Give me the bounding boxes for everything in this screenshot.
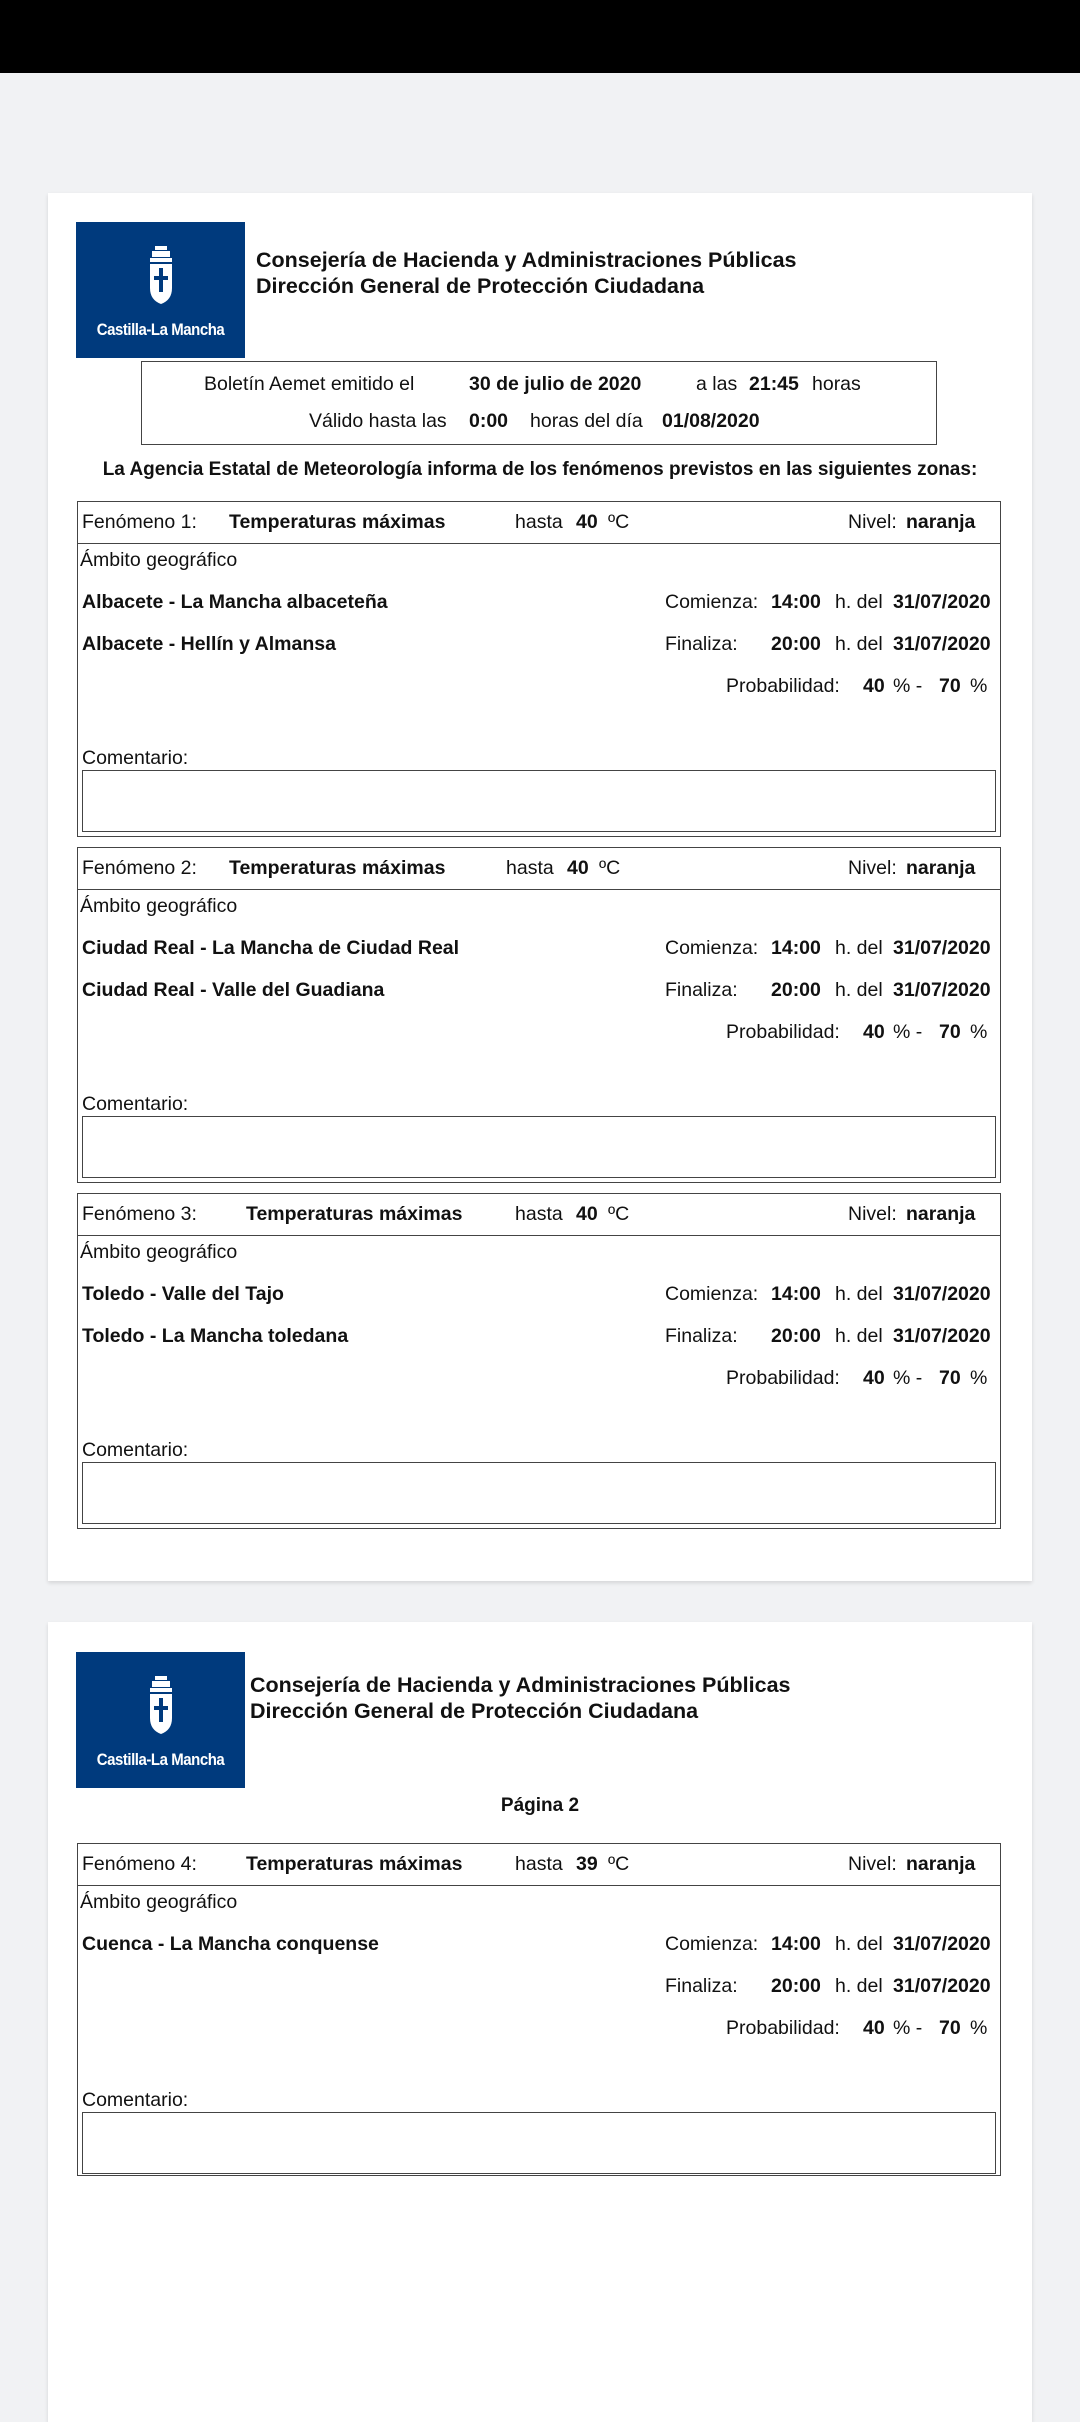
finaliza-hora: 20:00: [771, 633, 821, 655]
pct-label: %: [970, 1021, 988, 1043]
h-del-label: h. del: [835, 1933, 883, 1955]
pct-sep: % -: [893, 2017, 923, 2039]
fenomeno-valor: 40: [576, 511, 598, 533]
finaliza-label: Finaliza:: [665, 1325, 738, 1347]
ambito-label: Ámbito geográfico: [80, 1891, 238, 1913]
pct-sep: % -: [893, 1367, 923, 1389]
comienza-label: Comienza:: [665, 1933, 759, 1955]
zona-1: Ciudad Real - La Mancha de Ciudad Real: [82, 937, 460, 959]
nivel-value: naranja: [906, 857, 976, 879]
comentario-label: Comentario:: [82, 1093, 189, 1115]
prob-max: 70: [939, 2017, 961, 2039]
fenomeno-header: [78, 502, 1000, 544]
castilla-la-mancha-logo: [76, 222, 245, 358]
emitido-time: 21:45: [749, 373, 799, 395]
emitido-label: Boletín Aemet emitido el: [204, 373, 415, 395]
hasta-label: hasta: [506, 857, 554, 879]
ambito-label: Ámbito geográfico: [80, 895, 238, 917]
logo-text: Castilla-La Mancha: [96, 1750, 225, 1769]
comienza-hora: 14:00: [771, 1933, 821, 1955]
zona-1: Toledo - Valle del Tajo: [82, 1283, 284, 1305]
h-del-label: h. del: [835, 1325, 883, 1347]
fenomeno-header: [78, 1844, 1000, 1886]
horas-label: horas: [812, 373, 861, 395]
unit-label: ºC: [599, 857, 621, 879]
unit-label: ºC: [608, 1203, 630, 1225]
nivel-label: Nivel:: [848, 1203, 897, 1225]
unit-label: ºC: [608, 511, 630, 533]
fenomeno-tipo: Temperaturas máximas: [229, 857, 446, 879]
coat-of-arms-icon: [146, 244, 176, 306]
comentario-box: [82, 1116, 996, 1178]
pct-sep: % -: [893, 1021, 923, 1043]
unit-label: ºC: [608, 1853, 630, 1875]
fenomeno-label: Fenómeno 1:: [82, 511, 197, 533]
emitido-date: 30 de julio de 2020: [469, 373, 642, 395]
fenomeno-4: [77, 1843, 1001, 2176]
comentario-label: Comentario:: [82, 1439, 189, 1461]
fenomeno-header: [78, 1194, 1000, 1236]
fenomeno-valor: 40: [567, 857, 589, 879]
fenomeno-label: Fenómeno 4:: [82, 1853, 197, 1875]
prob-max: 70: [939, 1021, 961, 1043]
finaliza-hora: 20:00: [771, 979, 821, 1001]
valido-label: Válido hasta las: [309, 410, 447, 432]
hasta-label: hasta: [515, 1853, 563, 1875]
comentario-label: Comentario:: [82, 747, 189, 769]
h-del-label: h. del: [835, 1975, 883, 1997]
prob-max: 70: [939, 1367, 961, 1389]
fenomeno-label: Fenómeno 2:: [82, 857, 197, 879]
pct-label: %: [970, 1367, 988, 1389]
org-line-2: Dirección General de Protección Ciudadana: [250, 1699, 699, 1723]
prob-min: 40: [863, 1021, 885, 1043]
ambito-label: Ámbito geográfico: [80, 1241, 238, 1263]
org-line-1: Consejería de Hacienda y Administraciones Públicas: [256, 248, 797, 272]
finaliza-label: Finaliza:: [665, 633, 738, 655]
probabilidad-label: Probabilidad:: [726, 1021, 840, 1043]
pct-label: %: [970, 2017, 988, 2039]
comienza-label: Comienza:: [665, 1283, 759, 1305]
nivel-value: naranja: [906, 1203, 976, 1225]
finaliza-label: Finaliza:: [665, 979, 738, 1001]
h-del-label: h. del: [835, 937, 883, 959]
org-line-1: Consejería de Hacienda y Administraciones Públicas: [250, 1673, 791, 1697]
probabilidad-label: Probabilidad:: [726, 1367, 840, 1389]
comienza-hora: 14:00: [771, 591, 821, 613]
fenomeno-1: [77, 501, 1001, 837]
finaliza-fecha: 31/07/2020: [893, 1975, 991, 1997]
valido-date: 01/08/2020: [662, 410, 760, 432]
fenomeno-2: [77, 847, 1001, 1183]
h-del-label: h. del: [835, 1283, 883, 1305]
finaliza-fecha: 31/07/2020: [893, 633, 991, 655]
nivel-label: Nivel:: [848, 857, 897, 879]
finaliza-hora: 20:00: [771, 1975, 821, 1997]
status-bar: [0, 0, 1080, 73]
comienza-label: Comienza:: [665, 591, 759, 613]
nivel-value: naranja: [906, 511, 976, 533]
h-del-label: h. del: [835, 633, 883, 655]
finaliza-hora: 20:00: [771, 1325, 821, 1347]
logo-text: Castilla-La Mancha: [96, 320, 225, 339]
prob-min: 40: [863, 675, 885, 697]
comienza-hora: 14:00: [771, 937, 821, 959]
nivel-label: Nivel:: [848, 511, 897, 533]
zona-2: Ciudad Real - Valle del Guadiana: [82, 979, 385, 1001]
ambito-label: Ámbito geográfico: [80, 549, 238, 571]
prob-min: 40: [863, 1367, 885, 1389]
pct-sep: % -: [893, 675, 923, 697]
org-line-2: Dirección General de Protección Ciudadana: [256, 274, 705, 298]
fenomeno-tipo: Temperaturas máximas: [229, 511, 446, 533]
document-page-1: [48, 193, 1032, 1581]
intro-text: La Agencia Estatal de Meteorología informa de los fenómenos previstos en las siguientes zonas:: [102, 459, 978, 480]
comentario-box: [82, 770, 996, 832]
coat-of-arms-icon: [146, 1674, 176, 1736]
probabilidad-label: Probabilidad:: [726, 2017, 840, 2039]
zona-1: Cuenca - La Mancha conquense: [82, 1933, 379, 1955]
finaliza-fecha: 31/07/2020: [893, 979, 991, 1001]
fenomeno-3: [77, 1193, 1001, 1529]
fenomeno-tipo: Temperaturas máximas: [246, 1203, 463, 1225]
h-del-label: h. del: [835, 591, 883, 613]
pct-label: %: [970, 675, 988, 697]
prob-min: 40: [863, 2017, 885, 2039]
comentario-box: [82, 1462, 996, 1524]
zona-1: Albacete - La Mancha albaceteña: [82, 591, 388, 613]
comentario-box: [82, 2112, 996, 2174]
zona-2: Toledo - La Mancha toledana: [82, 1325, 349, 1347]
castilla-la-mancha-logo: [76, 1652, 245, 1788]
comienza-fecha: 31/07/2020: [893, 591, 991, 613]
fenomeno-valor: 39: [576, 1853, 598, 1875]
prob-max: 70: [939, 675, 961, 697]
a-las-label: a las: [696, 373, 738, 395]
fenomeno-header: [78, 848, 1000, 890]
page-number: Página 2: [500, 1795, 580, 1816]
probabilidad-label: Probabilidad:: [726, 675, 840, 697]
horas-dia-label: horas del día: [530, 410, 643, 432]
bulletin-box: [141, 361, 937, 445]
hasta-label: hasta: [515, 511, 563, 533]
document-page-2: [48, 1622, 1032, 2422]
valido-time: 0:00: [469, 410, 509, 432]
fenomeno-label: Fenómeno 3:: [82, 1203, 197, 1225]
finaliza-fecha: 31/07/2020: [893, 1325, 991, 1347]
zona-2: Albacete - Hellín y Almansa: [82, 633, 336, 655]
h-del-label: h. del: [835, 979, 883, 1001]
nivel-value: naranja: [906, 1853, 976, 1875]
organization-header: [250, 1672, 790, 1724]
nivel-label: Nivel:: [848, 1853, 897, 1875]
comienza-fecha: 31/07/2020: [893, 1933, 991, 1955]
organization-header: [256, 247, 796, 299]
comienza-label: Comienza:: [665, 937, 759, 959]
comienza-fecha: 31/07/2020: [893, 1283, 991, 1305]
hasta-label: hasta: [515, 1203, 563, 1225]
fenomeno-tipo: Temperaturas máximas: [246, 1853, 463, 1875]
comienza-hora: 14:00: [771, 1283, 821, 1305]
comentario-label: Comentario:: [82, 2089, 189, 2111]
finaliza-label: Finaliza:: [665, 1975, 738, 1997]
comienza-fecha: 31/07/2020: [893, 937, 991, 959]
fenomeno-valor: 40: [576, 1203, 598, 1225]
